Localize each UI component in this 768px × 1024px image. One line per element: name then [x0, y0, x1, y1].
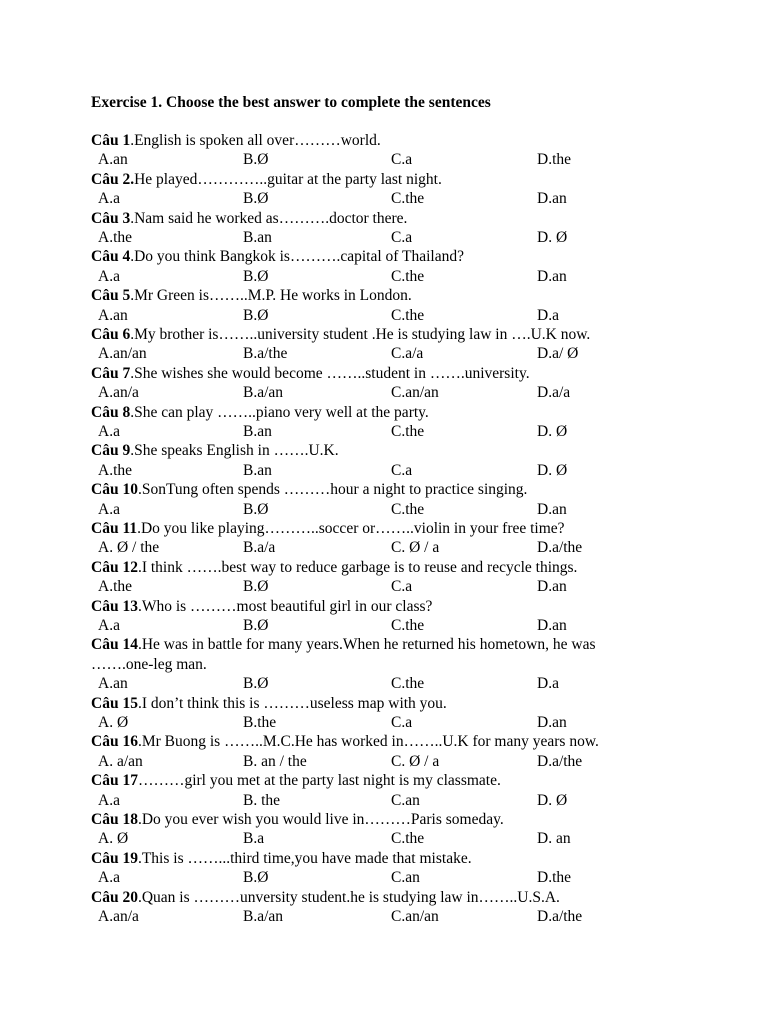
question-label: Câu 5 [91, 287, 131, 305]
option-b: B.a/an [243, 907, 284, 925]
option-b: B.an [243, 229, 272, 246]
question-text: .This is ……...third time,you have made that mistake. [137, 849, 472, 867]
question-6 [91, 325, 731, 364]
question-stem [91, 519, 731, 538]
question-stem [91, 209, 731, 228]
question-stem [91, 810, 731, 829]
answer-options [91, 461, 731, 480]
question-stem [91, 694, 731, 713]
question-19 [91, 849, 731, 888]
question-stem [91, 131, 731, 150]
question-15 [91, 694, 731, 733]
option-a: A. a/an [98, 752, 143, 770]
question-stem [91, 480, 731, 499]
option-d: D.an [537, 713, 567, 731]
option-d: D.an [537, 190, 567, 208]
option-a: A. Ø [98, 830, 129, 848]
question-stem [91, 849, 731, 868]
question-text: .She speaks English in …….U.K. [130, 442, 339, 460]
option-b: B.Ø [243, 578, 269, 596]
option-b: B.Ø [243, 675, 269, 693]
question-3 [91, 209, 731, 248]
option-c: C.a [391, 151, 413, 169]
option-c: C.the [391, 422, 425, 440]
question-1 [91, 131, 731, 170]
question-list [91, 131, 731, 926]
option-b: B.Ø [243, 190, 269, 208]
option-a: A.a [98, 190, 120, 208]
answer-options [91, 616, 731, 635]
question-stem [91, 325, 731, 344]
option-d: D.the [537, 151, 572, 169]
question-label: Câu 18 [91, 810, 138, 828]
question-stem [91, 403, 731, 422]
option-a: A.the [98, 229, 133, 246]
answer-options [91, 829, 731, 848]
option-b: B.a [243, 830, 265, 848]
spacer [91, 113, 731, 131]
answer-options [91, 868, 731, 887]
option-a: A.an/an [98, 345, 147, 363]
question-14 [91, 635, 731, 693]
option-d: D.an [537, 500, 567, 518]
option-c: C. Ø / a [391, 539, 440, 557]
answer-options [91, 907, 731, 926]
answer-options [91, 306, 731, 325]
option-a: A.an/a [98, 907, 139, 925]
option-c: C.the [391, 190, 425, 208]
question-label: Câu 11 [91, 519, 138, 537]
option-b: B.a/an [243, 384, 284, 402]
option-b: B.an [243, 461, 272, 479]
question-stem [91, 771, 731, 790]
question-stem [91, 286, 731, 305]
question-text: .She wishes she would become ……..student in …….university. [130, 364, 530, 382]
option-a: A.a [98, 869, 120, 887]
question-text: .I think …….best way to reduce garbage is to reuse and recycle things. [137, 558, 578, 576]
question-text: .Mr Buong is ……..M.C.He has worked in……..U.K for many years now. [137, 733, 599, 751]
answer-options [91, 344, 731, 363]
question-label: Câu 15 [91, 694, 138, 712]
option-a: A.a [98, 791, 120, 809]
answer-options [91, 577, 731, 596]
option-b: B. the [243, 791, 281, 809]
question-text: .SonTung often spends ………hour a night to practice singing. [137, 481, 528, 499]
question-label: Câu 17 [91, 772, 138, 790]
question-label: Câu 19 [91, 849, 138, 867]
question-4 [91, 247, 731, 286]
question-label: Câu 1 [91, 132, 131, 149]
option-c: C.an/an [391, 384, 439, 402]
question-text: .Do you ever wish you would live in………Paris someday. [137, 810, 504, 828]
question-text: .I don’t think this is ………useless map with you. [137, 694, 447, 712]
answer-options [91, 228, 731, 247]
question-stem [91, 247, 731, 266]
option-c: C.a [391, 713, 413, 731]
question-9 [91, 441, 731, 480]
question-10 [91, 480, 731, 519]
question-20 [91, 888, 731, 927]
question-stem [91, 170, 731, 189]
option-a: A.an [98, 151, 128, 169]
question-text: .Quan is ………unversity student.he is studying law in……..U.S.A. [137, 888, 560, 906]
option-c: C.the [391, 267, 425, 285]
option-a: A.a [98, 422, 120, 440]
answer-options [91, 713, 731, 732]
option-d: D.a/a [537, 384, 571, 402]
option-b: B.Ø [243, 151, 269, 169]
answer-options [91, 422, 731, 441]
answer-options [91, 538, 731, 557]
question-text: .She can play ……..piano very well at the party. [130, 403, 429, 421]
option-b: B.a/a [243, 539, 276, 557]
question-label: Câu 6 [91, 325, 131, 343]
answer-options [91, 752, 731, 771]
option-c: C.an [391, 791, 420, 809]
option-d: D.a [537, 675, 559, 693]
question-18 [91, 810, 731, 849]
option-d: D.a/ Ø [537, 345, 579, 363]
question-12 [91, 558, 731, 597]
option-c: C.a [391, 461, 413, 479]
question-stem [91, 635, 651, 674]
question-label: Câu 10 [91, 481, 138, 499]
question-text: .He was in battle for many years.When he returned his hometown, he was …….one-leg man. [91, 636, 596, 673]
question-label: Câu 20 [91, 888, 138, 906]
option-a: A.a [98, 500, 120, 518]
option-d: D. Ø [537, 461, 568, 479]
option-c: C.the [391, 675, 425, 693]
question-stem [91, 732, 731, 751]
question-11 [91, 519, 731, 558]
option-d: D. an [537, 830, 571, 848]
answer-options [91, 791, 731, 810]
option-d: D.a/the [537, 907, 583, 925]
option-a: A.a [98, 267, 120, 285]
option-d: D.a/the [537, 752, 583, 770]
question-label: Câu 8 [91, 403, 131, 421]
answer-options [91, 189, 731, 208]
question-2 [91, 170, 731, 209]
option-d: D.a/the [537, 539, 583, 557]
option-d: D. Ø [537, 791, 568, 809]
question-text: .Mr Green is……..M.P. He works in London. [130, 287, 412, 305]
option-b: B.the [243, 713, 277, 731]
question-stem [91, 558, 731, 577]
option-d: D. Ø [537, 422, 568, 440]
question-label: Câu 12 [91, 558, 138, 576]
option-c: C.a/a [391, 345, 424, 363]
answer-options [91, 674, 731, 693]
question-5 [91, 286, 731, 325]
option-c: C.an [391, 869, 420, 887]
question-stem [91, 597, 731, 616]
question-7 [91, 364, 731, 403]
question-stem [91, 888, 731, 907]
question-text: .Do you think Bangkok is……….capital of Thailand? [130, 248, 464, 266]
answer-options [91, 267, 731, 286]
option-c: C.an/an [391, 907, 439, 925]
question-16 [91, 732, 731, 771]
option-a: A. Ø / the [98, 539, 160, 557]
option-b: B.Ø [243, 869, 269, 887]
option-c: C.the [391, 830, 425, 848]
question-label: Câu 14 [91, 636, 138, 654]
question-label: Câu 2. [91, 170, 135, 188]
option-b: B. an / the [243, 752, 307, 770]
question-8 [91, 403, 731, 442]
option-a: A.an [98, 306, 128, 324]
option-a: A.a [98, 616, 120, 634]
option-d: D.an [537, 616, 567, 634]
question-label: Câu 13 [91, 597, 138, 615]
option-c: C.a [391, 578, 413, 596]
option-c: C.the [391, 500, 425, 518]
question-stem [91, 441, 731, 460]
answer-options [91, 383, 731, 402]
option-d: D.the [537, 869, 572, 887]
option-b: B.Ø [243, 306, 269, 324]
option-b: B.an [243, 422, 272, 440]
question-text: .Who is ………most beautiful girl in our class? [137, 597, 433, 615]
option-b: B.Ø [243, 267, 269, 285]
exercise-title: Exercise 1. Choose the best answer to complete the sentences [91, 94, 491, 111]
option-b: B.Ø [243, 500, 269, 518]
option-a: A.an [98, 675, 128, 693]
option-d: D.an [537, 267, 567, 285]
question-text: He played…………..guitar at the party last night. [134, 170, 442, 188]
question-label: Câu 9 [91, 442, 131, 460]
question-17 [91, 771, 731, 810]
option-a: A.the [98, 578, 133, 596]
question-13 [91, 597, 731, 636]
option-c: C.the [391, 306, 425, 324]
question-text: .Nam said he worked as……….doctor there. [130, 209, 408, 227]
question-label: Câu 4 [91, 248, 131, 266]
option-d: D.an [537, 578, 567, 596]
option-c: C.the [391, 616, 425, 634]
option-a: A.an/a [98, 384, 139, 402]
question-text: ………girl you met at the party last night is my classmate. [137, 772, 501, 790]
answer-options [91, 150, 731, 169]
question-label: Câu 3 [91, 209, 131, 227]
option-c: C.a [391, 229, 413, 246]
option-d: D. Ø [537, 229, 568, 246]
document-page [91, 93, 731, 926]
question-text: .My brother is……..university student .He is studying law in ….U.K now. [130, 325, 591, 343]
option-a: A.the [98, 461, 133, 479]
option-d: D.a [537, 306, 559, 324]
answer-options [91, 500, 731, 519]
question-label: Câu 16 [91, 733, 138, 751]
option-b: B.Ø [243, 616, 269, 634]
option-c: C. Ø / a [391, 752, 440, 770]
option-a: A. Ø [98, 713, 129, 731]
question-stem [91, 364, 731, 383]
option-b: B.a/the [243, 345, 288, 363]
question-label: Câu 7 [91, 364, 131, 382]
question-text: .English is spoken all over………world. [130, 132, 381, 149]
question-text: .Do you like playing………..soccer or……..violin in your free time? [137, 519, 565, 537]
